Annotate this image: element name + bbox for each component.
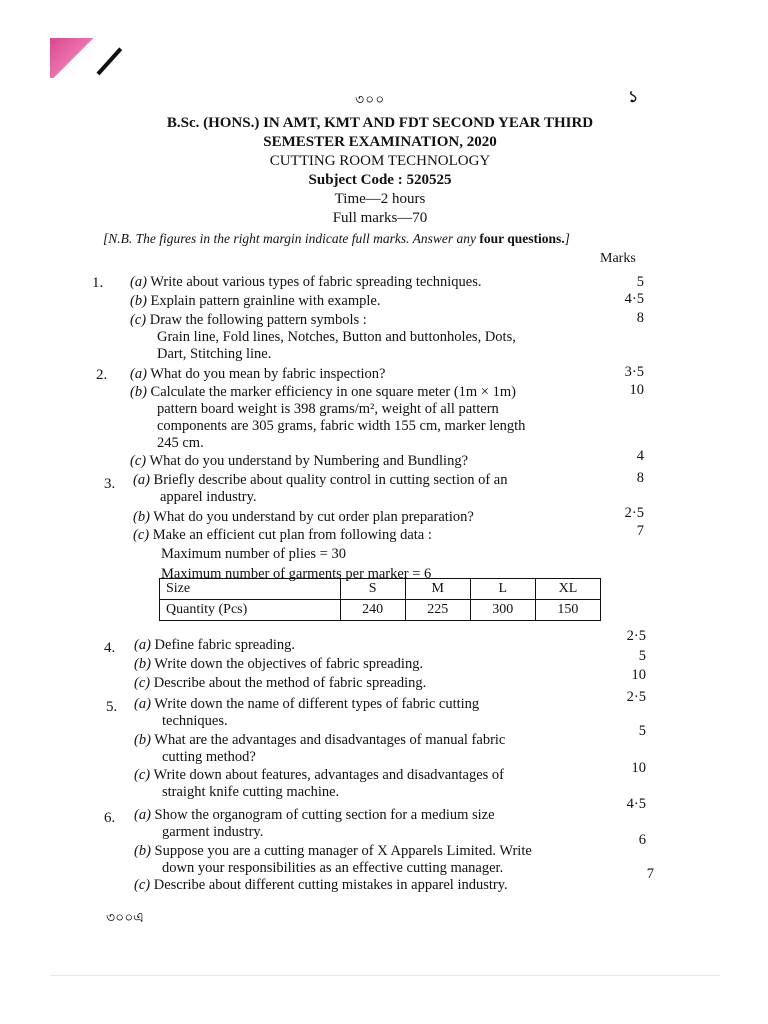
question-number: 2. bbox=[96, 367, 108, 383]
question-part: (b) Write down the objectives of fabric spreading. bbox=[134, 656, 424, 672]
course-name: CUTTING ROOM TECHNOLOGY bbox=[269, 153, 491, 169]
part-marks: 10 bbox=[629, 382, 644, 398]
part-marks: 7 bbox=[636, 523, 644, 539]
part-marks: 5 bbox=[638, 648, 646, 664]
question-part: (c) Draw the following pattern symbols : Grain line, Fold lines, Notches, Button and buttonholes, Dots, Dart, Stitching line. bbox=[130, 312, 516, 362]
part-marks: 2·5 bbox=[626, 689, 646, 705]
exam-title-line2: SEMESTER EXAMINATION, 2020 bbox=[263, 134, 497, 150]
table-cell: M bbox=[405, 579, 470, 600]
question-number: 6. bbox=[104, 810, 116, 826]
page-number: ১ bbox=[628, 89, 639, 106]
part-marks: 3·5 bbox=[624, 364, 644, 380]
table-cell: XL bbox=[535, 579, 600, 600]
question-part: (c) Describe about different cutting mistakes in apparel industry. bbox=[134, 877, 508, 893]
part-marks: 10 bbox=[631, 667, 646, 683]
exam-title-line1: B.Sc. (HONS.) IN AMT, KMT AND FDT SECOND YEAR THIRD bbox=[166, 115, 594, 131]
question-part: (b) What do you understand by cut order plan preparation? bbox=[133, 509, 474, 525]
question-part: (b) Explain pattern grainline with example. bbox=[130, 293, 381, 309]
part-marks: 6 bbox=[638, 832, 646, 848]
table-cell: L bbox=[470, 579, 535, 600]
table-cell: 150 bbox=[535, 600, 600, 621]
question-part: (a) Write down the name of different types of fabric cutting techniques. bbox=[134, 696, 480, 729]
question-number: 5. bbox=[106, 699, 118, 715]
instruction-note: [N.B. The figures in the right margin indicate full marks. Answer any four questions.] bbox=[103, 231, 570, 246]
question-part: (c) What do you understand by Numbering and Bundling? bbox=[130, 453, 469, 469]
part-marks: 2·5 bbox=[626, 628, 646, 644]
part-marks: 8 bbox=[636, 470, 644, 486]
footer-code: ৩০০এ bbox=[106, 911, 144, 926]
full-marks: Full marks—70 bbox=[332, 210, 428, 226]
exam-header bbox=[110, 114, 650, 228]
part-marks: 8 bbox=[636, 310, 644, 326]
question-part: (b) Calculate the marker efficiency in one square meter (1m × 1m) pattern board weight is 398 grams/m², weight of all pattern components are 305 grams, fabric width 155 cm, marker length 245 cm. bbox=[130, 384, 526, 451]
exam-time: Time—2 hours bbox=[334, 191, 426, 207]
pen-tick-mark bbox=[97, 47, 123, 75]
cut-plan-table bbox=[159, 578, 601, 621]
part-marks: 7 bbox=[646, 866, 654, 882]
part-marks: 10 bbox=[631, 760, 646, 776]
question-number: 1. bbox=[92, 275, 104, 291]
table-row bbox=[160, 600, 601, 621]
question-part: (a) What do you mean by fabric inspection? bbox=[130, 366, 386, 382]
question-part: (a) Define fabric spreading. bbox=[134, 637, 296, 653]
table-cell: 240 bbox=[340, 600, 405, 621]
part-marks: 5 bbox=[636, 274, 644, 290]
question-part: (c) Make an efficient cut plan from following data : Maximum number of plies = 30 Maximum number of garments per marker = 6 bbox=[133, 527, 432, 582]
table-cell: Size bbox=[160, 579, 341, 600]
question-number: 4. bbox=[104, 640, 116, 656]
question-part: (c) Write down about features, advantages and disadvantages of straight knife cutting machine. bbox=[134, 767, 504, 800]
question-part: (b) What are the advantages and disadvantages of manual fabric cutting method? bbox=[134, 732, 506, 765]
question-part: (c) Describe about the method of fabric spreading. bbox=[134, 675, 427, 691]
page-edge-line bbox=[50, 975, 720, 976]
part-marks: 4·5 bbox=[626, 796, 646, 812]
question-number: 3. bbox=[104, 476, 116, 492]
table-cell: 300 bbox=[470, 600, 535, 621]
table-cell: 225 bbox=[405, 600, 470, 621]
part-marks: 4·5 bbox=[624, 291, 644, 307]
part-marks: 2·5 bbox=[624, 505, 644, 521]
subject-code: Subject Code : 520525 bbox=[308, 172, 452, 188]
top-code: ৩০০ bbox=[355, 93, 386, 108]
question-part: (a) Show the organogram of cutting section for a medium size garment industry. bbox=[134, 807, 495, 840]
question-part: (a) Write about various types of fabric spreading techniques. bbox=[130, 274, 482, 290]
ink-stain bbox=[50, 38, 96, 78]
question-part: (a) Briefly describe about quality control in cutting section of an apparel industry. bbox=[133, 472, 508, 505]
table-cell: Quantity (Pcs) bbox=[160, 600, 341, 621]
part-marks: 4 bbox=[636, 448, 644, 464]
table-header-row bbox=[160, 579, 601, 600]
marks-heading: Marks bbox=[600, 251, 636, 266]
part-marks: 5 bbox=[638, 723, 646, 739]
question-part: (b) Suppose you are a cutting manager of X Apparels Limited. Write down your responsibilities as an effective cutting manager. bbox=[134, 843, 532, 876]
table-cell: S bbox=[340, 579, 405, 600]
